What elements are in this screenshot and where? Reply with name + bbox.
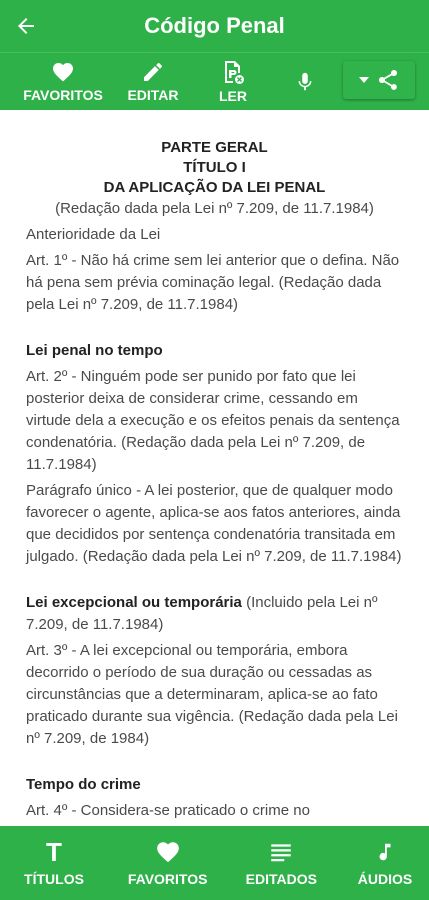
nav-titles[interactable]	[4, 826, 104, 900]
music-note-icon	[374, 839, 396, 865]
arrow-left-icon	[14, 14, 38, 38]
share-icon	[376, 68, 400, 92]
header-note: (Redação dada pela Lei nº 7.209, de 11.7.1984)	[55, 200, 374, 217]
nav-favorites-label: FAVORITOS	[127, 871, 208, 887]
section-title: Lei excepcional ou temporária	[26, 594, 242, 611]
voice-button[interactable]	[280, 53, 330, 111]
pencil-icon	[141, 60, 165, 84]
nav-edited[interactable]	[231, 826, 331, 900]
part-heading: PARTE GERAL	[161, 139, 268, 156]
section-title: Lei penal no tempo	[26, 342, 163, 359]
nav-favorites[interactable]	[118, 826, 218, 900]
back-button[interactable]	[0, 0, 52, 52]
nav-edited-label: EDITADOS	[245, 871, 317, 887]
nav-titles-label: TÍTULOS	[24, 871, 84, 887]
app-bar	[0, 0, 429, 52]
nav-audios[interactable]	[345, 826, 425, 900]
bottom-navigation	[0, 826, 429, 900]
heart-icon	[50, 60, 76, 84]
share-button[interactable]	[343, 61, 415, 99]
microphone-icon	[294, 69, 316, 95]
section-title: Anterioridade da Lei	[26, 226, 161, 243]
nav-audios-label: ÁUDIOS	[357, 871, 413, 887]
section-heading	[26, 592, 403, 636]
favorites-label: FAVORITOS	[23, 87, 103, 103]
article-text: Art. 1º - Não há crime sem lei anterior que o defina. Não há pena sem prévia cominação legal. (Redação dada pela Lei nº 7.209, de 11.7.1984)	[26, 252, 400, 313]
read-label: LER	[219, 88, 247, 104]
article-text: Parágrafo único - A lei posterior, que de qualquer modo favorecer o agente, aplica-se aos fatos anteriores, ainda que decididos por sentença condenatória transitada em julgado. (Redação dada pela Lei nº 7.209, de 11.7.1984)	[26, 482, 402, 565]
section-note: (Incluido pela Lei nº 7.209, de 11.7.1984)	[26, 594, 378, 633]
title-heading: TÍTULO I	[183, 159, 246, 176]
document-audio-icon	[221, 59, 245, 85]
list-icon	[268, 839, 294, 865]
section-title: Tempo do crime	[26, 776, 141, 793]
read-button[interactable]	[202, 53, 264, 111]
app-title: Código Penal	[144, 13, 285, 38]
chapter-heading: DA APLICAÇÃO DA LEI PENAL	[103, 179, 326, 196]
dropdown-arrow-icon	[358, 76, 370, 84]
law-text-content[interactable]	[0, 110, 429, 826]
article-text: Art. 2º - Ninguém pode ser punido por fato que lei posterior deixa de considerar crime, cessando em virtude dela a execução e os efeitos penais da sentença condenatória. (Redação dada pela Lei nº 7.209, de 11.7.1984)	[26, 368, 400, 473]
text-t-icon: T	[46, 837, 62, 867]
favorites-button[interactable]	[8, 53, 118, 111]
article-text: Art. 3º - A lei excepcional ou temporária, embora decorrido o período de sua duração ou cessadas as circunstâncias que a determinaram, aplica-se ao fato praticado durante sua vigência. (Redação dada pela Lei nº 7.209, de 1984)	[26, 642, 398, 747]
edit-button[interactable]	[118, 53, 188, 111]
article-text: Art. 4º - Considera-se praticado o crime no	[26, 802, 310, 819]
heart-icon	[154, 839, 182, 865]
action-toolbar	[0, 52, 429, 110]
edit-label: EDITAR	[127, 87, 179, 103]
